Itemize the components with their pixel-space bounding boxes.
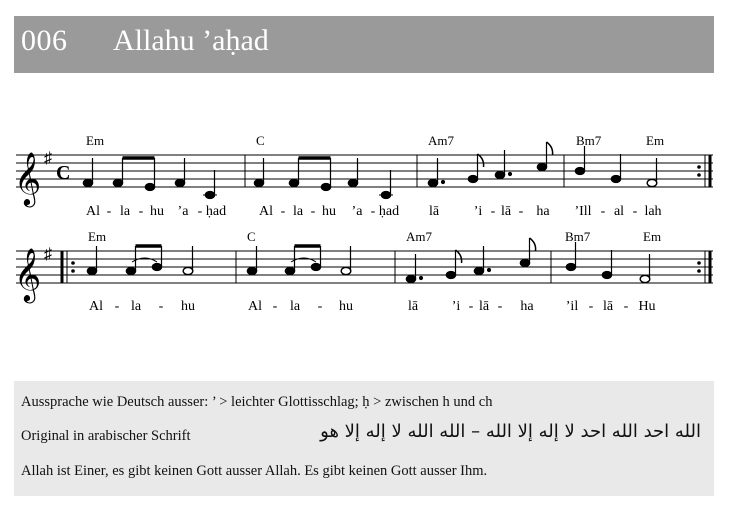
lyric-syllable: hu bbox=[150, 204, 164, 219]
chord-label: C bbox=[247, 229, 256, 244]
lyric-syllable: ’il bbox=[565, 299, 579, 314]
lyric-syllable: la bbox=[130, 299, 142, 314]
lyrics-1 bbox=[86, 204, 662, 219]
note-head bbox=[575, 167, 585, 174]
note-head bbox=[126, 267, 136, 274]
note-head bbox=[647, 179, 657, 186]
song-number: 006 bbox=[21, 24, 68, 57]
lyric-syllable: hu bbox=[339, 299, 353, 314]
note-head bbox=[495, 171, 505, 178]
lyric-syllable: - bbox=[468, 299, 474, 314]
notes-2 bbox=[87, 238, 650, 283]
lyric-syllable: Al bbox=[86, 204, 100, 219]
lyric-syllable: ’a bbox=[351, 204, 363, 219]
lyric-syllable: Al bbox=[259, 204, 273, 219]
note-head bbox=[247, 267, 257, 274]
note-head bbox=[640, 275, 650, 282]
note-head bbox=[285, 267, 295, 274]
note-head bbox=[520, 259, 530, 266]
lyric-syllable: - bbox=[370, 204, 376, 219]
note-head bbox=[311, 263, 321, 270]
lyric-syllable: - bbox=[310, 204, 316, 219]
lyric-syllable: al bbox=[613, 204, 625, 219]
lyric-syllable: lā bbox=[407, 299, 419, 314]
lyric-syllable: lah bbox=[644, 204, 662, 219]
lyric-syllable: ’a bbox=[177, 204, 189, 219]
staff-system-2 bbox=[14, 229, 713, 314]
lyric-syllable: ’i bbox=[451, 299, 461, 314]
lyric-syllable: lā bbox=[500, 204, 512, 219]
chord-label: Bm7 bbox=[565, 229, 591, 244]
arabic-text: الله احد الله احد لا إله إلا الله – الله الله لا إله إلا هو bbox=[320, 421, 701, 442]
lyric-syllable: ḥad bbox=[205, 204, 227, 219]
lyric-syllable: - bbox=[490, 204, 496, 219]
note-head bbox=[289, 179, 299, 186]
lyric-syllable: hu bbox=[322, 204, 336, 219]
lyric-syllable: lā bbox=[478, 299, 490, 314]
note-head bbox=[321, 183, 331, 190]
song-title: Allahu ’aḥad bbox=[113, 24, 269, 57]
time-signature: C bbox=[56, 162, 71, 184]
lyric-syllable: ’i bbox=[473, 204, 483, 219]
note-head bbox=[602, 271, 612, 278]
note-head bbox=[113, 179, 123, 186]
note-head bbox=[348, 179, 358, 186]
chord-label: Em bbox=[646, 133, 665, 148]
note-head bbox=[254, 179, 264, 186]
lyric-syllable: ’Ill bbox=[574, 204, 592, 219]
lyric-syllable: - bbox=[600, 204, 606, 219]
staff-system-1 bbox=[14, 133, 713, 219]
lyric-syllable: - bbox=[632, 204, 638, 219]
notes-box bbox=[14, 381, 714, 496]
chord-label: Em bbox=[643, 229, 662, 244]
notes-1 bbox=[83, 142, 657, 199]
lyric-syllable: - bbox=[317, 299, 323, 314]
lyric-syllable: - bbox=[138, 204, 144, 219]
note-head bbox=[175, 179, 185, 186]
lyric-syllable: lā bbox=[428, 204, 440, 219]
lyric-syllable: - bbox=[280, 204, 286, 219]
note-head bbox=[474, 267, 484, 274]
treble-clef-icon: 𝄞 bbox=[14, 153, 42, 204]
treble-clef-icon: 𝄞 bbox=[14, 249, 42, 300]
lyric-syllable: la bbox=[289, 299, 301, 314]
lyric-syllable: Al bbox=[248, 299, 262, 314]
chord-label: Am7 bbox=[428, 133, 454, 148]
lyric-syllable: - bbox=[497, 299, 503, 314]
chord-label: C bbox=[256, 133, 265, 148]
chord-label: Em bbox=[86, 133, 105, 148]
note-head bbox=[406, 275, 416, 282]
lyric-syllable: - bbox=[114, 299, 120, 314]
note-head bbox=[145, 183, 155, 190]
lyric-syllable: ha bbox=[536, 204, 550, 219]
pronunciation-note: Aussprache wie Deutsch ausser: ’ > leichter Glottisschlag; ḥ > zwischen h und ch bbox=[21, 394, 493, 410]
lyric-syllable: lā bbox=[602, 299, 614, 314]
lyric-syllable: Al bbox=[89, 299, 103, 314]
note-head bbox=[428, 179, 438, 186]
lyric-syllable: hu bbox=[181, 299, 195, 314]
lyric-syllable: ḥad bbox=[378, 204, 400, 219]
note-head bbox=[341, 267, 351, 274]
lyric-syllable: - bbox=[518, 204, 524, 219]
lyric-syllable: la bbox=[119, 204, 131, 219]
key-signature-sharp: ♯ bbox=[44, 246, 52, 263]
key-signature-sharp: ♯ bbox=[44, 150, 52, 167]
translation-text: Allah ist Einer, es gibt keinen Gott ausser Allah. Es gibt keinen Gott ausser Ihm. bbox=[21, 463, 488, 479]
lyric-syllable: ha bbox=[520, 299, 534, 314]
lyrics-2 bbox=[89, 299, 656, 314]
original-script-label: Original in arabischer Schrift bbox=[21, 428, 191, 444]
chord-label: Bm7 bbox=[576, 133, 602, 148]
note-head bbox=[566, 263, 576, 270]
lyric-syllable: - bbox=[158, 299, 164, 314]
lyric-syllable: - bbox=[588, 299, 594, 314]
chord-symbols-1 bbox=[86, 133, 664, 148]
note-head bbox=[537, 163, 547, 170]
note-head bbox=[152, 263, 162, 270]
chord-label: Am7 bbox=[406, 229, 432, 244]
lyric-syllable: - bbox=[106, 204, 112, 219]
lyric-syllable: - bbox=[197, 204, 203, 219]
chord-symbols-2 bbox=[88, 229, 661, 244]
note-head bbox=[87, 267, 97, 274]
note-head bbox=[446, 271, 456, 278]
lyric-syllable: Hu bbox=[638, 299, 656, 314]
note-head bbox=[611, 175, 621, 182]
chord-label: Em bbox=[88, 229, 107, 244]
lyric-syllable: la bbox=[292, 204, 304, 219]
note-head bbox=[183, 267, 193, 274]
lyric-syllable: - bbox=[272, 299, 278, 314]
note-head bbox=[83, 179, 93, 186]
note-head bbox=[468, 175, 478, 182]
lyric-syllable: - bbox=[623, 299, 629, 314]
